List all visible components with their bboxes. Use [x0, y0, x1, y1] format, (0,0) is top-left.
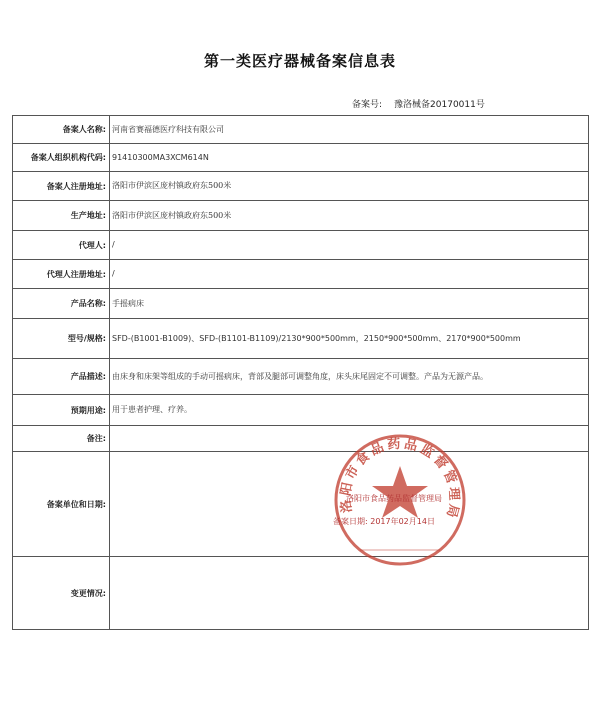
field-label: 产品描述: [13, 359, 110, 395]
field-value: 河南省赛福德医疗科技有限公司 [110, 116, 589, 144]
field-label: 代理人: [13, 231, 110, 260]
table-row [13, 319, 589, 359]
record-date: 备案日期: 2017年02月14日 [333, 517, 435, 526]
table-row [13, 201, 589, 231]
field-value: 由床身和床架等组成的手动可摇病床，背部及腿部可调整角度，床头床尾固定不可调整。产品为无源产品。 [110, 359, 589, 395]
field-value: / [110, 260, 589, 289]
seal-authority-text: 洛阳市食品药品监督管理局 [346, 494, 442, 503]
field-value: 洛阳市伊滨区庞村镇政府东500米 [110, 172, 589, 201]
table-row [13, 452, 589, 557]
record-number-value: 豫洛械备20170011号 [394, 100, 485, 110]
record-number-label: 备案号: [352, 100, 383, 110]
field-label: 备案人注册地址: [13, 172, 110, 201]
field-value: 91410300MA3XCM614N [110, 144, 589, 172]
field-value: 手摇病床 [110, 289, 589, 319]
field-label: 变更情况: [13, 557, 110, 630]
table-row [13, 260, 589, 289]
field-label: 备案人名称: [13, 116, 110, 144]
document-title: 第一类医疗器械备案信息表 [203, 52, 396, 70]
table-row [13, 116, 589, 144]
table-row [13, 557, 589, 630]
field-label: 备案人组织机构代码: [13, 144, 110, 172]
field-value: 洛阳市伊滨区庞村镇政府东500米 [110, 201, 589, 231]
record-info-table [12, 115, 589, 630]
field-value: 用于患者护理、疗养。 [110, 395, 589, 426]
field-label: 生产地址: [13, 201, 110, 231]
field-label: 型号/规格: [13, 319, 110, 359]
table-row [13, 359, 589, 395]
table-row [13, 231, 589, 260]
field-label: 备注: [13, 426, 110, 452]
table-row [13, 172, 589, 201]
seal-ring-text: 洛阳市食品药品监督管理局 [338, 436, 462, 522]
field-value: SFD-(B1001-B1009)、SFD-(B1101-B1109)/2130*900*500mm，2150*900*500mm、2170*900*500mm [110, 319, 589, 359]
field-value: / [110, 231, 589, 260]
table-row [13, 395, 589, 426]
field-label: 备案单位和日期: [13, 452, 110, 557]
table-row [13, 144, 589, 172]
record-number [352, 97, 485, 110]
field-label: 产品名称: [13, 289, 110, 319]
field-label: 预期用途: [13, 395, 110, 426]
table-row [13, 289, 589, 319]
table-row [13, 426, 589, 452]
field-label: 代理人注册地址: [13, 260, 110, 289]
